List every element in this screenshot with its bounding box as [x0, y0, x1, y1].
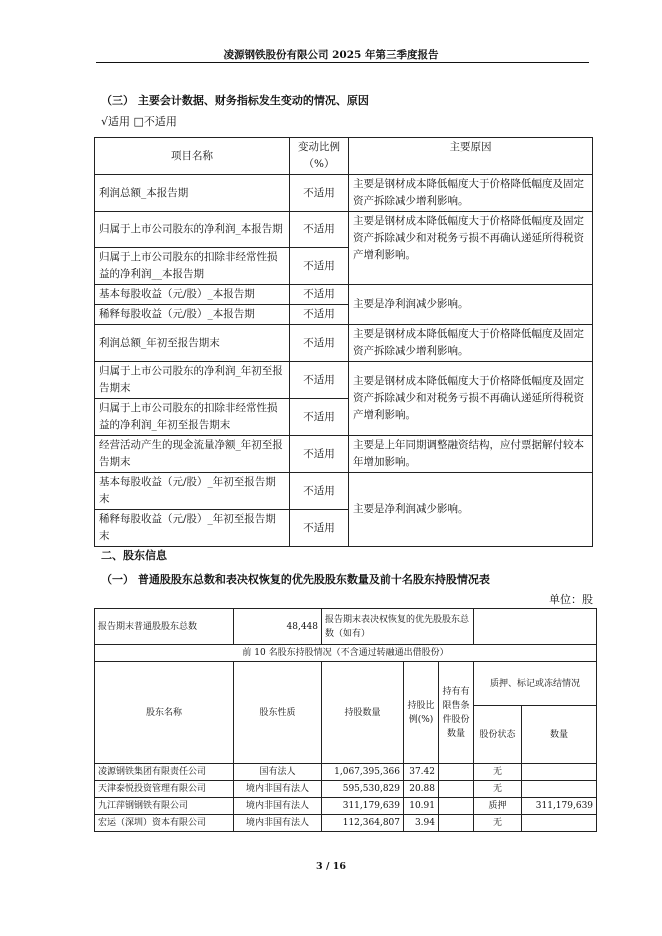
subsection-heading-top10: （一） 普通股股东总数和表决权恢复的优先股股东数量及前十名股东持股情况表: [101, 573, 490, 586]
col-header-nature: 股东性质: [234, 662, 322, 764]
header-rule: [96, 62, 589, 63]
holder-name: 天津泰悦投资管理有限公司: [95, 781, 234, 798]
item-cell: 归属于上市公司股东的扣除非经常性损益的净利润_年初至报告期末: [95, 399, 290, 436]
ratio-cell: 不适用: [290, 325, 349, 362]
holder-status: 无: [474, 764, 522, 781]
item-cell: 经营活动产生的现金流量净额_年初至报告期末: [95, 436, 290, 473]
holder-status: 质押: [474, 798, 522, 815]
summary-row: [95, 609, 597, 645]
table-row: [95, 212, 593, 248]
unit-label: 单位：股: [549, 593, 593, 606]
holder-restricted: [439, 764, 474, 781]
holder-shares: 1,067,395,366: [322, 764, 404, 781]
shareholders-table: [94, 608, 597, 832]
item-cell: 归属于上市公司股东的扣除非经常性损益的净利润__本报告期: [95, 248, 290, 285]
header-row: [95, 662, 597, 706]
holder-nature: 境内非国有法人: [234, 798, 322, 815]
table-row: [95, 473, 593, 510]
holder-status: 无: [474, 781, 522, 798]
table-row: [95, 436, 593, 473]
holder-name: 凌源钢铁集团有限责任公司: [95, 764, 234, 781]
col-header-status: 股份状态: [474, 706, 522, 764]
table-row: [95, 815, 597, 832]
holder-nature: 国有法人: [234, 764, 322, 781]
item-cell: 基本每股收益（元/股）_年初至报告期末: [95, 473, 290, 510]
total-shareholders-value: 48,448: [234, 609, 322, 645]
ratio-cell: 不适用: [290, 399, 349, 436]
ratio-cell: 不适用: [290, 248, 349, 285]
reason-cell: 主要是净利润减少影响。: [349, 473, 593, 547]
holder-status: 无: [474, 815, 522, 832]
item-cell: 利润总额_年初至报告期末: [95, 325, 290, 362]
holder-restricted: [439, 781, 474, 798]
top10-title-row: [95, 645, 597, 662]
item-cell: 基本每股收益（元/股）_本报告期: [95, 285, 290, 305]
ratio-cell: 不适用: [290, 362, 349, 399]
holder-nature: 境内非国有法人: [234, 781, 322, 798]
ratio-cell: 不适用: [290, 305, 349, 325]
table-row: [95, 175, 593, 212]
reason-cell: 主要是钢材成本降低幅度大于价格降低幅度及固定资产拆除减少增利影响。: [349, 325, 593, 362]
ratio-cell: 不适用: [290, 473, 349, 510]
holder-amount: [522, 781, 597, 798]
col-header-restricted: 持有有限售条件股份数量: [439, 662, 474, 764]
preferred-shareholders-value: [474, 609, 597, 645]
table-header-row: [95, 138, 593, 175]
reason-cell: 主要是钢材成本降低幅度大于价格降低幅度及固定资产拆除减少增利影响。: [349, 175, 593, 212]
reason-cell: 主要是净利润减少影响。: [349, 285, 593, 325]
table-row: [95, 781, 597, 798]
total-shareholders-label: 报告期末普通股股东总数: [95, 609, 234, 645]
holder-ratio: 20.88: [404, 781, 439, 798]
reason-cell: 主要是钢材成本降低幅度大于价格降低幅度及固定资产拆除减少和对税务亏损不再确认递延所得税资产增利影响。: [349, 362, 593, 436]
ratio-cell: 不适用: [290, 212, 349, 248]
holder-amount: 311,179,639: [522, 798, 597, 815]
holder-ratio: 10.91: [404, 798, 439, 815]
table-row: [95, 285, 593, 305]
report-header-title: 凌源钢铁股份有限公司 2025 年第三季度报告: [223, 49, 439, 61]
col-header-reason: 主要原因: [349, 138, 593, 175]
page-number: 3 / 16: [316, 861, 346, 872]
holder-name: 宏运（深圳）资本有限公司: [95, 815, 234, 832]
col-header-item: 项目名称: [95, 138, 290, 175]
reason-cell: 主要是上年同期调整融资结构，应付票据解付较本年增加影响。: [349, 436, 593, 473]
table-row: [95, 362, 593, 399]
changes-table: [94, 137, 593, 547]
holder-shares: 595,530,829: [322, 781, 404, 798]
col-header-name: 股东名称: [95, 662, 234, 764]
item-cell: 稀释每股收益（元/股）_本报告期: [95, 305, 290, 325]
col-header-shares: 持股数量: [322, 662, 404, 764]
table-row: [95, 764, 597, 781]
ratio-cell: 不适用: [290, 175, 349, 212]
holder-restricted: [439, 798, 474, 815]
holder-nature: 境内非国有法人: [234, 815, 322, 832]
table-row: [95, 798, 597, 815]
holder-restricted: [439, 815, 474, 832]
item-cell: 稀释每股收益（元/股）_年初至报告期末: [95, 510, 290, 547]
ratio-cell: 不适用: [290, 510, 349, 547]
col-header-amount: 数量: [522, 706, 597, 764]
item-cell: 利润总额_本报告期: [95, 175, 290, 212]
holder-shares: 311,179,639: [322, 798, 404, 815]
preferred-shareholders-label: 报告期末表决权恢复的优先股股东总数（如有）: [322, 609, 474, 645]
item-cell: 归属于上市公司股东的净利润_本报告期: [95, 212, 290, 248]
col-header-ratio: 变动比例（%）: [290, 138, 349, 175]
holder-shares: 112,364,807: [322, 815, 404, 832]
ratio-cell: 不适用: [290, 436, 349, 473]
col-header-ratio: 持股比例(%): [404, 662, 439, 764]
holder-amount: [522, 815, 597, 832]
holder-ratio: 37.42: [404, 764, 439, 781]
holder-amount: [522, 764, 597, 781]
holder-name: 九江萍钢钢铁有限公司: [95, 798, 234, 815]
section-heading-shareholders: 二、股东信息: [101, 549, 167, 562]
col-header-pledge: 质押、标记或冻结情况: [474, 662, 597, 706]
table-row: [95, 325, 593, 362]
top10-title: 前 10 名股东持股情况（不含通过转融通出借股份）: [95, 645, 597, 662]
reason-cell: 主要是钢材成本降低幅度大于价格降低幅度及固定资产拆除减少和对税务亏损不再确认递延所得税资产增利影响。: [349, 212, 593, 285]
holder-ratio: 3.94: [404, 815, 439, 832]
section-heading-changes: （三） 主要会计数据、财务指标发生变动的情况、原因: [101, 94, 369, 107]
applicability-checkbox-text: √适用 □不适用: [101, 115, 177, 128]
item-cell: 归属于上市公司股东的净利润_年初至报告期末: [95, 362, 290, 399]
ratio-cell: 不适用: [290, 285, 349, 305]
